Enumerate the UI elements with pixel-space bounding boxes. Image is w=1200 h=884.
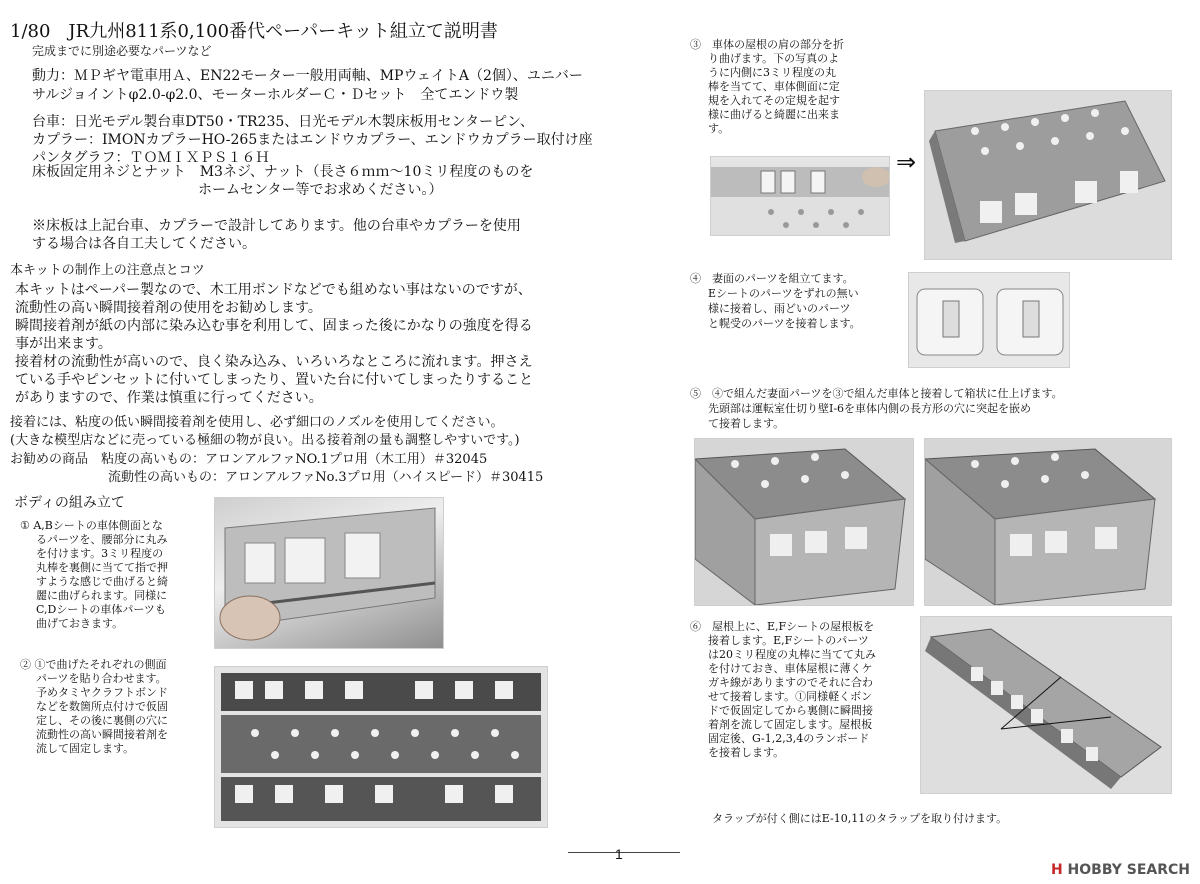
notes-line: 流動性の高い瞬間接着剤の使用をお勧めします。 (15, 300, 322, 316)
hobbysearch-watermark (1051, 862, 1190, 878)
notes-line: 接着材の流動性が高いので、良く染み込み、いろいろなところに流れます。押さえ (15, 354, 533, 370)
page-number-divider (568, 852, 680, 853)
step5-photo-left (694, 438, 914, 606)
step6-photo (920, 616, 1172, 794)
sheet-bending-illustration (215, 498, 443, 648)
notes-line: お勧めの商品 粘度の高いもの：アロンアルファNO.1プロ用（木工用）＃32045 (10, 452, 488, 467)
parts-line: カプラー：IMONカプラーHO-265またはエンドウカプラー、エンドウカプラー取付け座 (32, 132, 593, 148)
page-number: 1 (615, 846, 623, 862)
step5-photo-right (924, 438, 1172, 606)
parts-line: 床板固定用ネジとナット M3ネジ、ナット（長さ６ｍｍ～10ミリ程度のものを (32, 164, 534, 180)
notes-line: 瞬間接着剤が紙の内部に染み込む事を利用して、固まった後にかなりの強度を得る (15, 318, 533, 334)
parts-line: する場合は各自工夫してください。 (32, 236, 256, 252)
parts-line: サルジョイントφ2.0-φ2.0、モーターホルダーＣ・Ｄセット 全てエンドウ製 (32, 87, 519, 103)
end-panels-illustration (909, 273, 1069, 367)
notes-heading: 本キットの制作上の注意点とコツ (10, 263, 205, 278)
notes-line: 事が出来ます。 (15, 336, 112, 352)
side-panels-illustration (215, 667, 547, 827)
notes-line: 本キットはペーパー製なので、木工用ボンドなどでも組めない事はないのですが、 (15, 282, 532, 298)
roof-shell-illustration (925, 91, 1171, 259)
notes-line: がありますので、作業は慎重に行ってください。 (15, 390, 323, 406)
step1-photo (214, 497, 444, 649)
hobbysearch-logo-icon: H (1050, 862, 1063, 878)
step2-photo (214, 666, 548, 828)
step3-photo-large (924, 90, 1172, 260)
tarap-note: タラップが付く側にはE-10,11のタラップを取り付けます。 (712, 812, 1008, 825)
step4-photo (908, 272, 1070, 368)
notes-line: 接着には、粘度の低い瞬間接着剤を使用し、必ず細口のノズルを使用してください。 (10, 415, 504, 430)
parts-line: ※床板は上記台車、カプラーで設計してあります。他の台車やカプラーを使用 (32, 218, 521, 234)
step3-photo-small (710, 156, 890, 236)
arrow-icon: ⇒ (896, 148, 917, 176)
box-body-illustration-left (695, 439, 913, 605)
parts-line: 動力：ＭＰギヤ電車用Ａ、EN22モーター一般用両軸、MPウェイトA（2個）、ユニバー (32, 68, 583, 84)
box-body-illustration-right (925, 439, 1171, 605)
parts-line: ホームセンター等でお求めください。） (198, 182, 443, 198)
notes-line: ている手やピンセットに付いてしまったり、置いた台に付いてしまったりすること (15, 372, 533, 388)
roof-board-illustration (921, 617, 1171, 793)
page-title: 1/80 JR九州811系0,100番代ペーパーキット組立て説明書 (10, 21, 498, 42)
notes-line: (大きな模型店などに売っている極細の物が良い。出る接着剤の量も調整しやすいです。) (10, 433, 520, 448)
required-parts-heading: 完成までに別途必要なパーツなど (32, 44, 212, 58)
body-assembly-heading: ボディの組み立て (14, 495, 125, 511)
roof-bend-illustration (711, 157, 889, 235)
notes-line: 流動性の高いもの：アロンアルファNo.3プロ用（ハイスピード）＃30415 (108, 470, 544, 485)
parts-line: 台車：日光モデル製台車DT50・TR235、日光モデル木製床板用センターピン、 (32, 114, 534, 130)
parts-line: パンタグラフ：ＴＯＭＩＸＰＳ１６Ｈ (32, 150, 270, 166)
watermark-text: HOBBY SEARCH (1067, 862, 1190, 878)
